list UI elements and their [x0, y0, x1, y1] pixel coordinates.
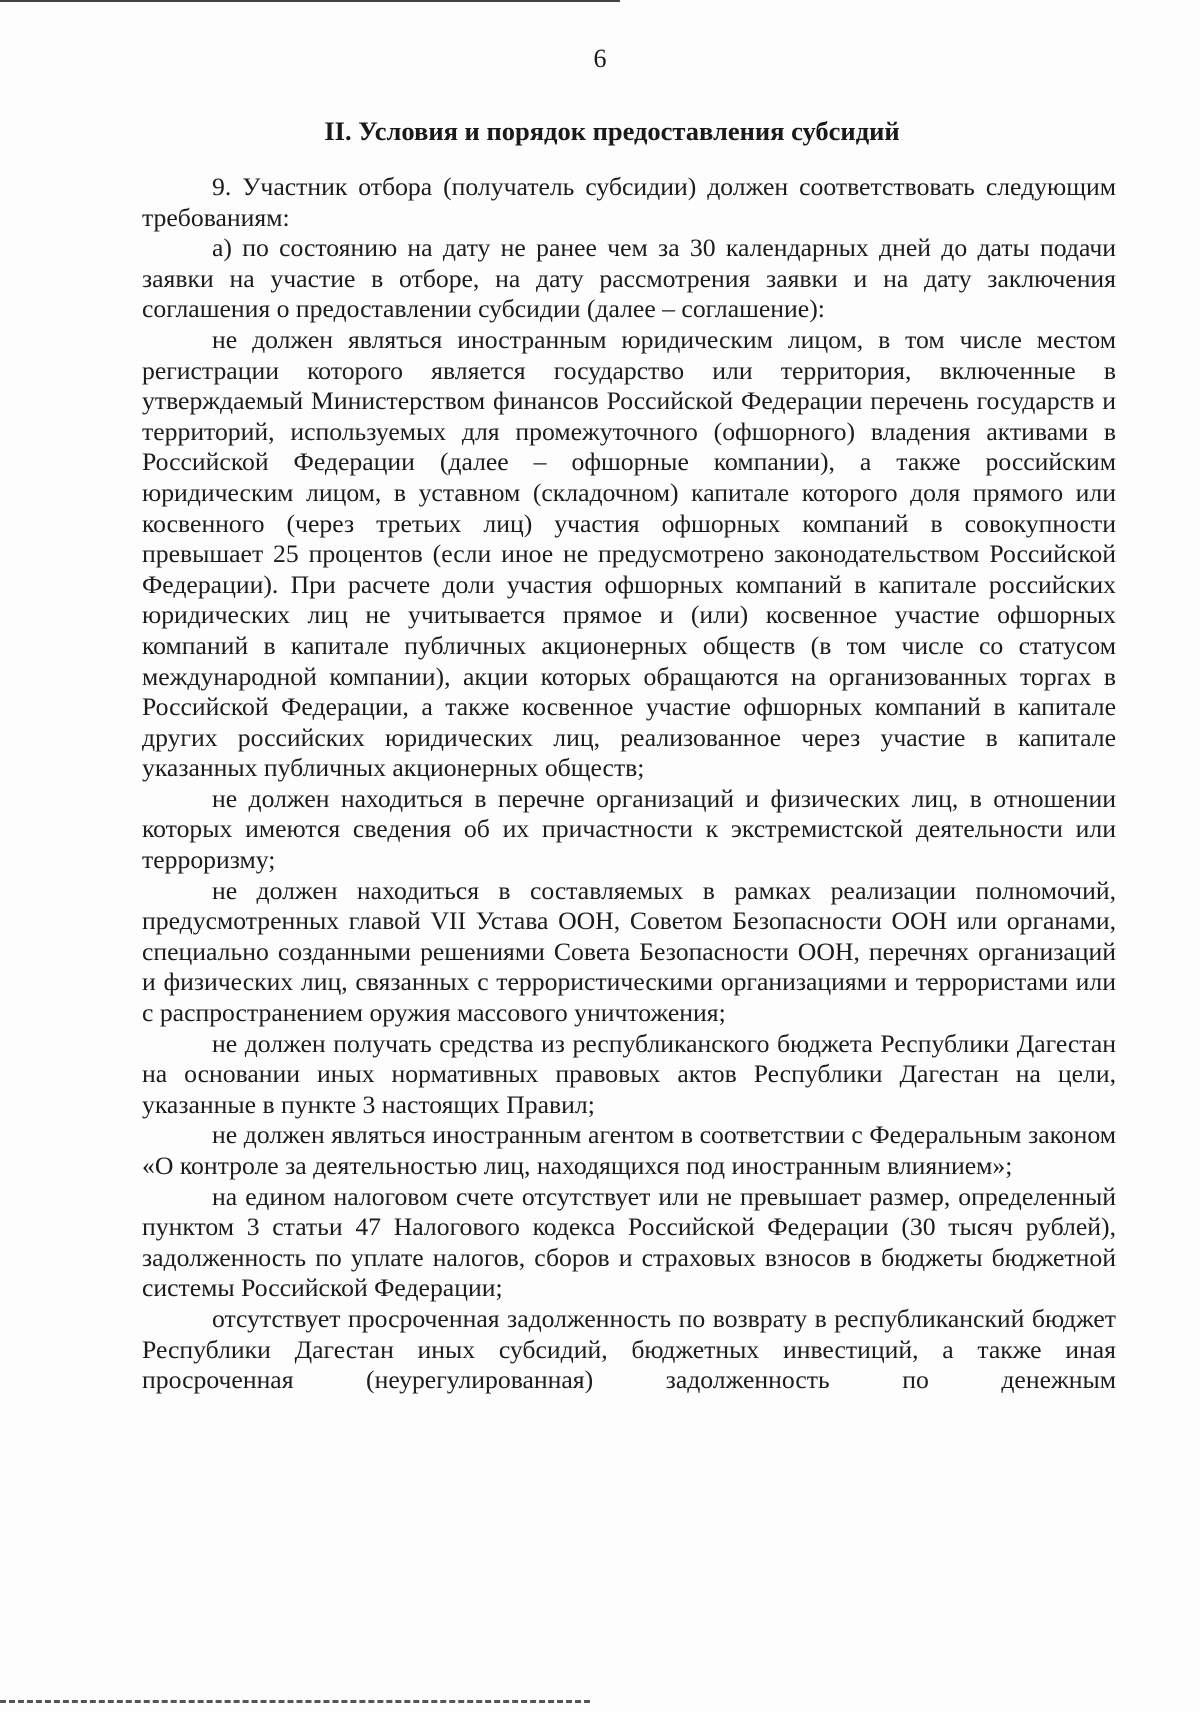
paragraph-extremism: не должен находиться в перечне организаций и физических лиц, в отношении которых имеются сведения об их причастности к экстремистской деятельности или терроризму; — [142, 783, 1116, 875]
paragraph-foreign-agent: не должен являться иностранным агентом в соответствии с Федеральным законом «О контроле за деятельностью лиц, находящихся под иностранным влиянием»; — [142, 1120, 1116, 1180]
paragraph-tax-debt: на едином налоговом счете отсутствует или не превышает размер, определенный пунктом 3 статьи 47 Налогового кодекса Российской Федерации (30 тысяч рублей), задолженность по уплате налогов, сборов и страховых взносов в бюджеты бюджетной системы Российской Федерации; — [142, 1181, 1116, 1303]
section-title: II. Условия и порядок предоставления субсидий — [324, 116, 900, 146]
scan-edge-bottom — [0, 1700, 590, 1703]
paragraph-budget-funds: не должен получать средства из республиканского бюджета Республики Дагестан на основании иных нормативных правовых актов Республики Дагестан на цели, указанные в пункте 3 настоящих Правил; — [142, 1028, 1116, 1119]
paragraph-9-intro: 9. Участник отбора (получатель субсидии) должен соответствовать следующим требованиям: — [142, 172, 1116, 232]
page-number: 6 — [593, 44, 607, 73]
document-body — [142, 172, 1116, 1396]
paragraph-offshore: не должен являться иностранным юридическим лицом, в том числе местом регистрации которого является государство или территория, включенные в утверждаемый Министерством финансов Российской Федерации перечень государств и территорий, используемых для промежуточного (офшорного) владения активами в Российской Федерации (далее – офшорные компании), а также российским юридическим лицом, в уставном (складочном) капитале которого доля прямого или косвенного (через третьих лиц) участия офшорных компаний в совокупности превышает 25 процентов (если иное не предусмотрено законодательством Российской Федерации). При расчете доли участия офшорных компаний в капитале российских юридических лиц не учитывается прямое и (или) косвенное участие офшорных компаний в капитале публичных акционерных обществ (в том числе со статусом международной компании), акции которых обращаются на организованных торгах в Российской Федерации, а также косвенное участие офшорных компаний в капитале других российских юридических лиц, реализованное через участие в капитале указанных публичных акционерных обществ; — [142, 324, 1116, 783]
paragraph-overdue-debt: отсутствует просроченная задолженность по возврату в республиканский бюджет Республики Дагестан иных субсидий, бюджетных инвестиций, а также иная просроченная (неурегулированная) задолженность по денежным — [142, 1303, 1116, 1395]
paragraph-a: а) по состоянию на дату не ранее чем за 30 календарных дней до даты подачи заявки на участие в отборе, на дату рассмотрения заявки и на дату заключения соглашения о предоставлении субсидии (далее – соглашение): — [142, 233, 1116, 324]
paragraph-un-lists: не должен находиться в составляемых в рамках реализации полномочий, предусмотренных главой VII Устава ООН, Советом Безопасности ООН или органами, специально созданными решениями Совета Безопасности ООН, перечнях организаций и физических лиц, связанных с террористическими организациями и террористами или с распространением оружия массового уничтожения; — [142, 875, 1116, 1028]
scan-edge-top — [0, 0, 620, 2]
